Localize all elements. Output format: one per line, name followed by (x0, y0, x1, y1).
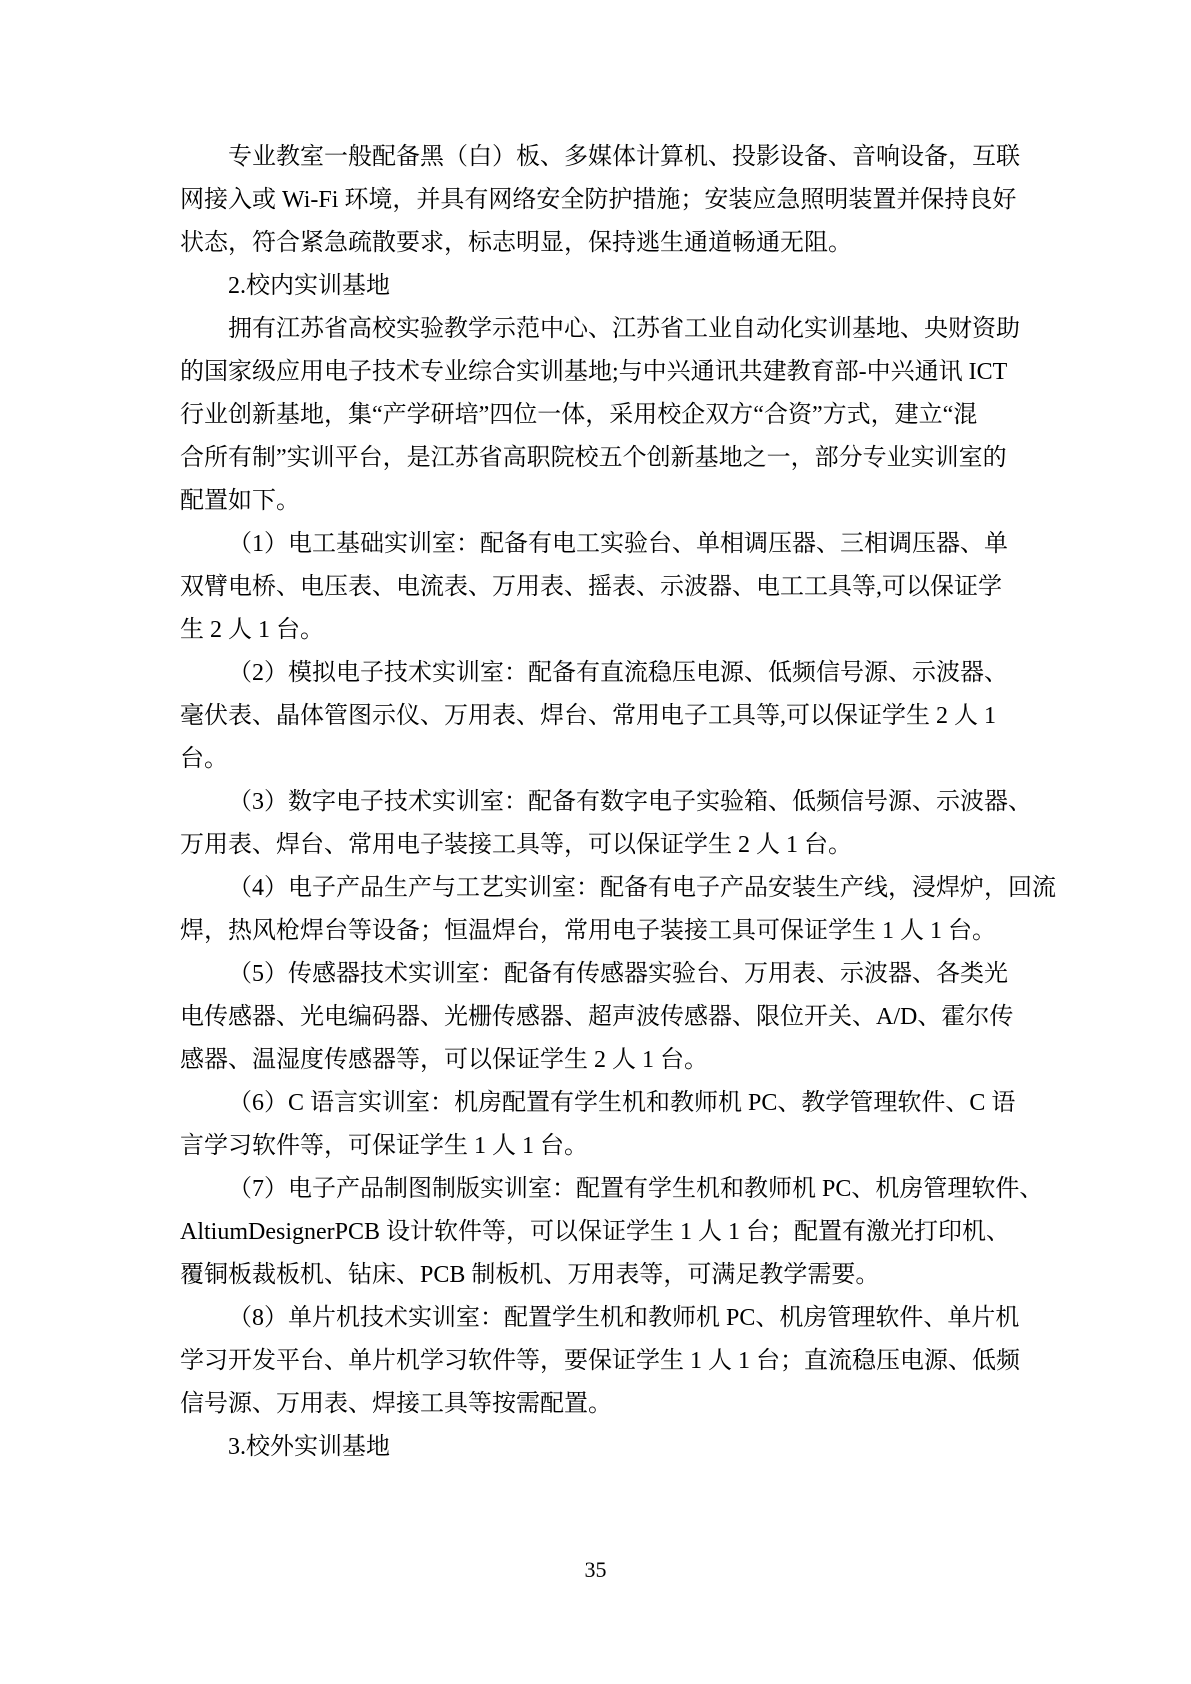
text-line (180, 1168, 1044, 1211)
text-line-content: 感器、温湿度传感器等，可以保证学生 2 人 1 台。 (180, 1047, 708, 1073)
text-line-content: 合所有制”实训平台，是江苏省高职院校五个创新基地之一，部分专业实训室的 (180, 445, 1007, 471)
text-line (180, 1383, 1016, 1426)
paragraph (180, 136, 1020, 265)
text-line (180, 781, 1032, 824)
page-number: 35 (584, 1557, 607, 1582)
page-body (180, 136, 1056, 1469)
text-line-content: 信号源、万用表、焊接工具等按需配置。 (180, 1391, 612, 1417)
text-line-content: 台。 (180, 746, 228, 772)
text-line-content: （3）数字电子技术实训室：配备有数字电子实验箱、低频信号源、示波器、 (228, 789, 1032, 815)
text-line (180, 1426, 1016, 1469)
text-line (180, 179, 1016, 222)
text-line (180, 308, 1020, 351)
list-item (180, 953, 1016, 1082)
text-line (180, 523, 1016, 566)
text-line (180, 480, 1016, 523)
section-heading (180, 1426, 1016, 1469)
section-heading (180, 265, 1016, 308)
text-line (180, 695, 1016, 738)
text-line (180, 1340, 1020, 1383)
text-line (180, 1254, 1016, 1297)
text-line (180, 910, 1016, 953)
text-line-content: 焊，热风枪焊台等设备；恒温焊台，常用电子装接工具可保证学生 1 人 1 台。 (180, 918, 996, 944)
text-line-content: 的国家级应用电子技术专业综合实训基地;与中兴通讯共建教育部-中兴通讯 ICT (180, 359, 1008, 385)
text-line-content: （2）模拟电子技术实训室：配备有直流稳压电源、低频信号源、示波器、 (228, 660, 1008, 686)
text-line-content: （1）电工基础实训室：配备有电工实验台、单相调压器、三相调压器、单 (228, 531, 1008, 557)
text-line-content: AltiumDesignerPCB 设计软件等，可以保证学生 1 人 1 台；配置有激光打印机、 (180, 1219, 1011, 1245)
text-line-content: 行业创新基地，集“产学研培”四位一体，采用校企双方“合资”方式，建立“混 (180, 402, 978, 428)
text-line-content: 配置如下。 (180, 488, 300, 514)
text-line-content: （6）C 语言实训室：机房配置有学生机和教师机 PC、教学管理软件、C 语 (228, 1090, 1016, 1116)
text-line-content: （7）电子产品制图制版实训室：配置有学生机和教师机 PC、机房管理软件、 (228, 1176, 1044, 1202)
list-item (180, 523, 1016, 652)
text-line-content: 电传感器、光电编码器、光栅传感器、超声波传感器、限位开关、A/D、霍尔传 (180, 1004, 1014, 1030)
list-item (180, 1082, 1016, 1168)
text-line (180, 1125, 1016, 1168)
text-line-content: 2.校内实训基地 (228, 273, 390, 299)
text-line-content: 言学习软件等，可保证学生 1 人 1 台。 (180, 1133, 588, 1159)
text-line-content: 万用表、焊台、常用电子装接工具等，可以保证学生 2 人 1 台。 (180, 832, 852, 858)
text-line (180, 609, 1016, 652)
text-line (180, 953, 1016, 996)
list-item (180, 781, 1032, 867)
text-line-content: （8）单片机技术实训室：配置学生机和教师机 PC、机房管理软件、单片机 (228, 1305, 1020, 1331)
list-item (180, 1297, 1020, 1426)
text-line (180, 1297, 1020, 1340)
text-line (180, 1039, 1016, 1082)
text-line (180, 394, 1016, 437)
text-line (180, 652, 1016, 695)
text-line (180, 566, 1016, 609)
text-line (180, 867, 1056, 910)
text-line-content: （5）传感器技术实训室：配备有传感器实验台、万用表、示波器、各类光 (228, 961, 1008, 987)
text-line-content: 双臂电桥、电压表、电流表、万用表、摇表、示波器、电工工具等,可以保证学 (180, 574, 1002, 600)
text-line-content: 毫伏表、晶体管图示仪、万用表、焊台、常用电子工具等,可以保证学生 2 人 1 (180, 703, 996, 729)
text-line (180, 437, 1016, 480)
text-line-content: 网接入或 Wi-Fi 环境，并具有网络安全防护措施；安装应急照明装置并保持良好 (180, 187, 1017, 213)
list-item (180, 1168, 1044, 1297)
text-line-content: 专业教室一般配备黑（白）板、多媒体计算机、投影设备、音响设备，互联 (228, 144, 1020, 170)
text-line (180, 222, 1016, 265)
text-line (180, 265, 1016, 308)
text-line (180, 1211, 1016, 1254)
text-line (180, 136, 1020, 179)
text-line (180, 738, 1016, 781)
text-line-content: 状态，符合紧急疏散要求，标志明显，保持逃生通道畅通无阻。 (180, 230, 852, 256)
text-line (180, 1082, 1016, 1125)
paragraph (180, 308, 1020, 523)
text-line-content: 覆铜板裁板机、钻床、PCB 制板机、万用表等，可满足教学需要。 (180, 1262, 880, 1288)
text-line (180, 996, 1016, 1039)
text-line-content: （4）电子产品生产与工艺实训室：配备有电子产品安装生产线，浸焊炉，回流 (228, 875, 1056, 901)
text-line-content: 3.校外实训基地 (228, 1434, 390, 1460)
text-line-content: 生 2 人 1 台。 (180, 617, 324, 643)
text-line-content: 学习开发平台、单片机学习软件等，要保证学生 1 人 1 台；直流稳压电源、低频 (180, 1348, 1020, 1374)
text-line (180, 824, 1016, 867)
text-line-content: 拥有江苏省高校实验教学示范中心、江苏省工业自动化实训基地、央财资助 (228, 316, 1020, 342)
list-item (180, 867, 1056, 953)
text-line (180, 351, 1016, 394)
list-item (180, 652, 1016, 781)
